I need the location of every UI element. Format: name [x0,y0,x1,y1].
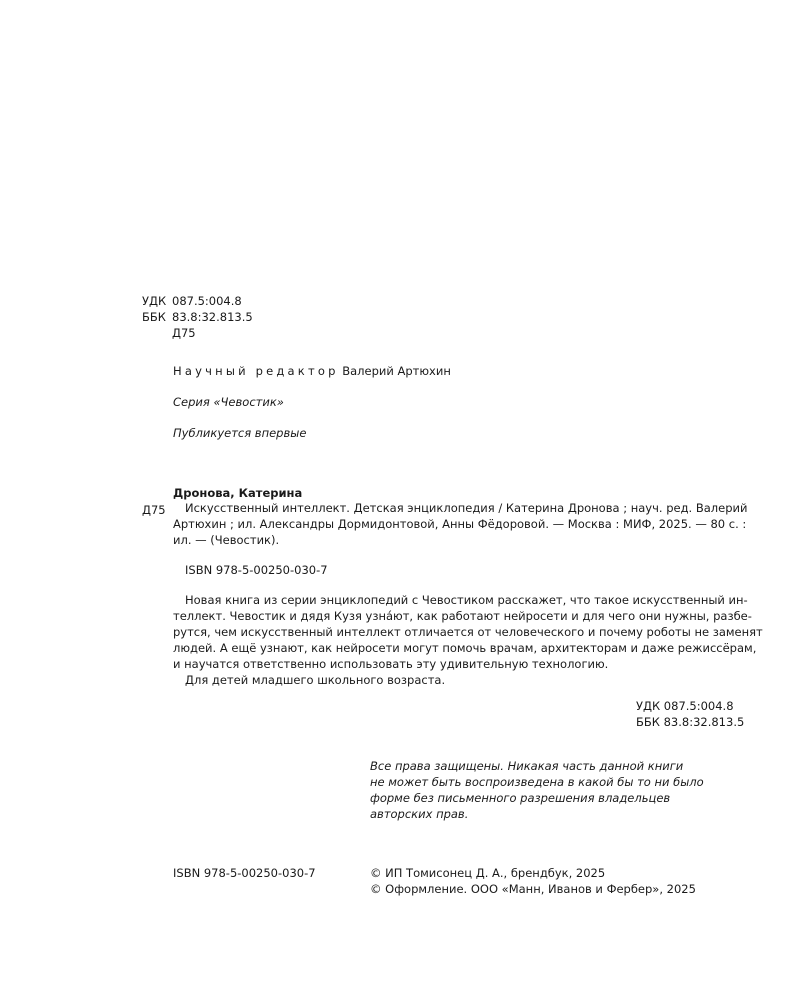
series-line: Серия «Чевостик» [173,395,284,409]
classification-codes [142,293,253,341]
author-mark: Д75 [172,326,196,340]
bbk-value: 83.8:32.813.5 [172,310,253,324]
audience-line: Для детей младшего школьного возраста. [185,673,446,687]
catalog-isbn: ISBN 978-5-00250-030-7 [185,563,328,577]
rights-line: Все права защищены. Никакая часть данной книги [370,759,684,773]
copyright-line-1: © ИП Томисонец Д. А., брендбук, 2025 [370,866,606,880]
catalog-line: Искусственный интеллект. Детская энциклопедия / Катерина Дронова ; науч. ред. Валерий [185,501,748,515]
annotation-line: рутся, чем искусственный интеллект отличается от человеческого и почему роботы не заменят [173,625,763,639]
rights-line: форме без письменного разрешения владельцев [370,791,671,805]
rights-notice [370,758,704,822]
catalog-author-mark: Д75 [142,503,166,517]
annotation-line: Новая книга из серии энциклопедий с Чевостиком расскажет, что такое искусственный ин- [185,593,748,607]
rights-line: авторских прав. [370,807,469,821]
annotation-line: людей. А ещё узнают, как нейросети могут помочь врачам, архитекторам и даже режиссёрам, [173,641,757,655]
copyright-line-2: © Оформление. ООО «Манн, Иванов и Фербер», 2025 [370,882,696,896]
catalog-line: Артюхин ; ил. Александры Дормидонтовой, Анны Фёдоровой. — Москва : МИФ, 2025. — 80 с. : [173,517,747,531]
udk-value: 087.5:004.8 [172,294,242,308]
bbk-line [142,309,253,325]
published-first-line: Публикуется впервые [173,426,307,440]
udk-line [142,293,253,309]
bbk-label: ББК [142,310,166,324]
footer-isbn: ISBN 978-5-00250-030-7 [173,866,316,880]
editor-name: Валерий Артюхин [342,364,451,378]
catalog-author-heading: Дронова, Катерина [173,486,303,500]
right-bbk: ББК 83.8:32.813.5 [636,715,745,729]
catalog-line: ил. — (Чевостик). [173,533,280,547]
editor-role: Научный редактор [173,364,339,378]
right-udk: УДК 087.5:004.8 [636,699,734,713]
rights-line: не может быть воспроизведена в какой бы то ни было [370,775,704,789]
editor-line [173,363,451,379]
author-mark-line [142,325,253,341]
annotation-line: и научатся ответственно использовать эту удивительную технологию. [173,657,609,671]
udk-label: УДК [142,294,167,308]
annotation-line: теллект. Чевостик и дядя Кузя узнáют, как работают нейросети и для чего они нужны, разбе- [173,609,752,623]
